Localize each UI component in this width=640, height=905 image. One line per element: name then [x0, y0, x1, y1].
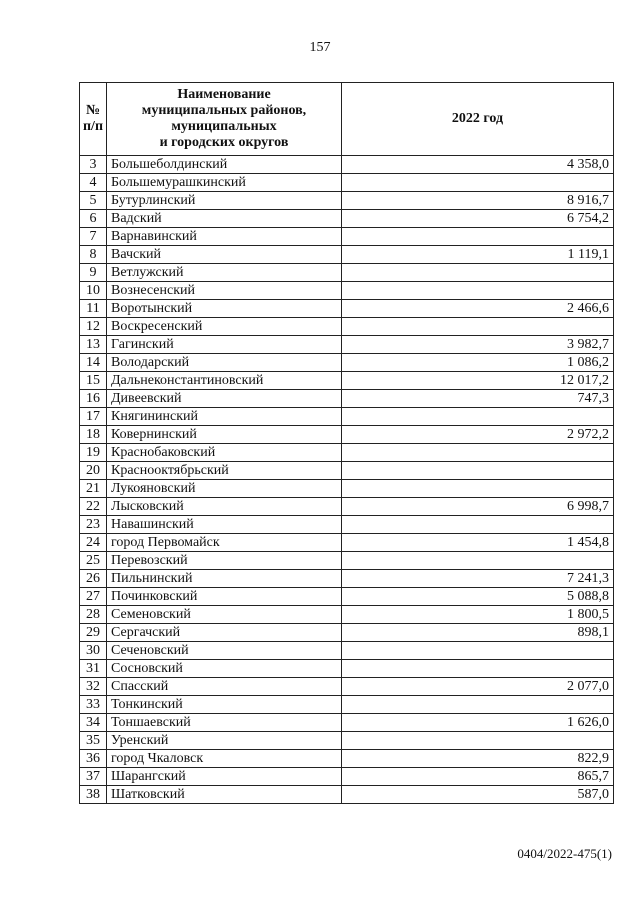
row-value: 1 626,0: [342, 714, 614, 732]
table-row: [80, 714, 614, 732]
row-number: 24: [80, 534, 107, 552]
row-value: 1 119,1: [342, 246, 614, 264]
table-row: [80, 552, 614, 570]
table-row: [80, 354, 614, 372]
row-name: Большеболдинский: [107, 156, 342, 174]
row-name: Бутурлинский: [107, 192, 342, 210]
row-number: 21: [80, 480, 107, 498]
row-value: [342, 732, 614, 750]
row-number: 11: [80, 300, 107, 318]
table-row: [80, 156, 614, 174]
row-number: 34: [80, 714, 107, 732]
table-row: [80, 498, 614, 516]
row-value: 865,7: [342, 768, 614, 786]
row-number: 35: [80, 732, 107, 750]
row-number: 20: [80, 462, 107, 480]
row-number: 3: [80, 156, 107, 174]
row-value: 2 077,0: [342, 678, 614, 696]
row-name: Вадский: [107, 210, 342, 228]
row-name: Тонкинский: [107, 696, 342, 714]
row-value: [342, 516, 614, 534]
table-body: [80, 156, 614, 804]
row-number: 17: [80, 408, 107, 426]
row-number: 29: [80, 624, 107, 642]
row-value: 1 086,2: [342, 354, 614, 372]
page-number: 157: [309, 40, 331, 55]
row-number: 36: [80, 750, 107, 768]
table-row: [80, 750, 614, 768]
table-row: [80, 174, 614, 192]
row-name: Сергачский: [107, 624, 342, 642]
table-row: [80, 786, 614, 804]
row-name: Варнавинский: [107, 228, 342, 246]
row-number: 22: [80, 498, 107, 516]
data-table: [79, 82, 614, 804]
row-name: Княгининский: [107, 408, 342, 426]
row-number: 9: [80, 264, 107, 282]
row-name: Сеченовский: [107, 642, 342, 660]
row-value: 6 998,7: [342, 498, 614, 516]
row-value: [342, 408, 614, 426]
row-name: Воскресенский: [107, 318, 342, 336]
row-name: Сосновский: [107, 660, 342, 678]
row-name: Тоншаевский: [107, 714, 342, 732]
row-name: Уренский: [107, 732, 342, 750]
row-value: [342, 660, 614, 678]
row-name: Ковернинский: [107, 426, 342, 444]
row-value: 822,9: [342, 750, 614, 768]
row-value: 12 017,2: [342, 372, 614, 390]
row-name: город Чкаловск: [107, 750, 342, 768]
table-row: [80, 534, 614, 552]
table-row: [80, 696, 614, 714]
row-value: 5 088,8: [342, 588, 614, 606]
row-value: 6 754,2: [342, 210, 614, 228]
table-row: [80, 246, 614, 264]
table-row: [80, 642, 614, 660]
row-name: Дивеевский: [107, 390, 342, 408]
row-number: 18: [80, 426, 107, 444]
row-name: Ветлужский: [107, 264, 342, 282]
table-row: [80, 606, 614, 624]
row-number: 7: [80, 228, 107, 246]
row-value: 2 972,2: [342, 426, 614, 444]
header-name: Наименование муниципальных районов, муниципальных и городских округов: [107, 83, 342, 156]
header-number: № п/п: [80, 83, 107, 156]
row-value: 898,1: [342, 624, 614, 642]
row-value: [342, 228, 614, 246]
row-value: 7 241,3: [342, 570, 614, 588]
row-number: 5: [80, 192, 107, 210]
row-value: [342, 642, 614, 660]
table-row: [80, 192, 614, 210]
row-value: [342, 552, 614, 570]
table-row: [80, 408, 614, 426]
row-name: Володарский: [107, 354, 342, 372]
row-name: город Первомайск: [107, 534, 342, 552]
row-name: Вознесенский: [107, 282, 342, 300]
row-name: Шарангский: [107, 768, 342, 786]
row-number: 25: [80, 552, 107, 570]
row-number: 26: [80, 570, 107, 588]
row-name: Шатковский: [107, 786, 342, 804]
table-row: [80, 678, 614, 696]
row-value: 4 358,0: [342, 156, 614, 174]
table-row: [80, 318, 614, 336]
row-number: 4: [80, 174, 107, 192]
table-row: [80, 336, 614, 354]
header-year: 2022 год: [342, 83, 614, 156]
row-name: Гагинский: [107, 336, 342, 354]
row-number: 14: [80, 354, 107, 372]
row-value: 587,0: [342, 786, 614, 804]
row-value: 3 982,7: [342, 336, 614, 354]
row-name: Лукояновский: [107, 480, 342, 498]
row-number: 8: [80, 246, 107, 264]
row-number: 28: [80, 606, 107, 624]
row-name: Перевозский: [107, 552, 342, 570]
table-row: [80, 768, 614, 786]
row-name: Краснобаковский: [107, 444, 342, 462]
row-name: Лысковский: [107, 498, 342, 516]
row-value: [342, 444, 614, 462]
row-name: Краснооктябрьский: [107, 462, 342, 480]
row-number: 15: [80, 372, 107, 390]
row-value: [342, 696, 614, 714]
row-name: Спасский: [107, 678, 342, 696]
row-value: [342, 480, 614, 498]
row-number: 19: [80, 444, 107, 462]
row-number: 30: [80, 642, 107, 660]
row-value: [342, 174, 614, 192]
row-number: 37: [80, 768, 107, 786]
row-number: 27: [80, 588, 107, 606]
table-row: [80, 462, 614, 480]
row-value: 1 454,8: [342, 534, 614, 552]
table-header-row: [80, 83, 614, 156]
table-row: [80, 570, 614, 588]
row-number: 13: [80, 336, 107, 354]
table-row: [80, 282, 614, 300]
row-name: Вачский: [107, 246, 342, 264]
row-value: [342, 264, 614, 282]
table-row: [80, 228, 614, 246]
table-row: [80, 390, 614, 408]
row-number: 12: [80, 318, 107, 336]
row-name: Дальнеконстантиновский: [107, 372, 342, 390]
table-row: [80, 588, 614, 606]
row-number: 31: [80, 660, 107, 678]
row-number: 33: [80, 696, 107, 714]
row-value: 2 466,6: [342, 300, 614, 318]
row-number: 32: [80, 678, 107, 696]
row-name: Большемурашкинский: [107, 174, 342, 192]
table-row: [80, 372, 614, 390]
table-row: [80, 426, 614, 444]
table-row: [80, 480, 614, 498]
table-row: [80, 516, 614, 534]
table-row: [80, 660, 614, 678]
row-number: 10: [80, 282, 107, 300]
row-name: Починковский: [107, 588, 342, 606]
row-number: 38: [80, 786, 107, 804]
row-number: 16: [80, 390, 107, 408]
row-name: Навашинский: [107, 516, 342, 534]
row-value: 1 800,5: [342, 606, 614, 624]
row-number: 6: [80, 210, 107, 228]
row-name: Семеновский: [107, 606, 342, 624]
row-name: Пильнинский: [107, 570, 342, 588]
table-row: [80, 300, 614, 318]
table-row: [80, 624, 614, 642]
row-value: [342, 318, 614, 336]
row-name: Воротынский: [107, 300, 342, 318]
row-value: [342, 282, 614, 300]
row-value: 8 916,7: [342, 192, 614, 210]
row-number: 23: [80, 516, 107, 534]
table-row: [80, 732, 614, 750]
row-value: [342, 462, 614, 480]
table-row: [80, 444, 614, 462]
table-row: [80, 264, 614, 282]
document-code: 0404/2022-475(1): [517, 846, 612, 861]
row-value: 747,3: [342, 390, 614, 408]
table-row: [80, 210, 614, 228]
